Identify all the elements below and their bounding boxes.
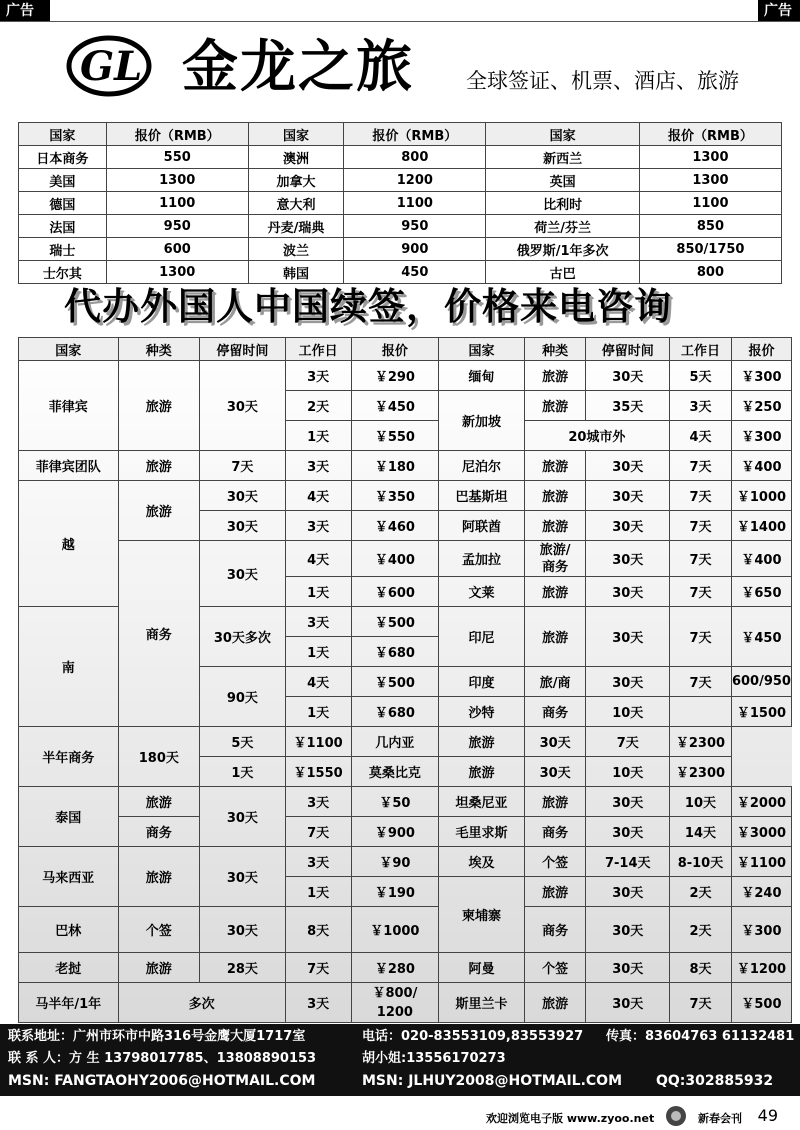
price-cell: ￥460	[351, 511, 439, 541]
price-cell: ￥1400	[731, 511, 791, 541]
price-cell: ￥450	[351, 391, 439, 421]
price-cell: ￥2000	[731, 787, 791, 817]
workdays-cell: 7天	[670, 667, 732, 697]
price-cell: ￥300	[731, 361, 791, 391]
price-cell: ￥400	[731, 541, 791, 577]
table-row	[19, 983, 792, 1023]
country-cell: 缅甸	[439, 361, 525, 391]
workdays-cell: 10天	[670, 787, 732, 817]
workdays-cell: 3天	[285, 607, 351, 637]
workdays-cell: 3天	[285, 361, 351, 391]
workdays-cell: 2天	[285, 391, 351, 421]
price-cell: 600/950	[731, 667, 791, 697]
price-cell: ￥1100	[285, 727, 351, 757]
table-row	[19, 451, 792, 481]
table-row	[19, 169, 782, 192]
stay-cell: 30天	[200, 361, 286, 451]
contact-text: 联 系 人：方 生 13798017785、13808890153	[8, 1051, 317, 1066]
stay-cell: 7天	[200, 451, 286, 481]
price-cell: ￥400	[351, 541, 439, 577]
contact2-text: 胡小姐:13556170273	[362, 1051, 506, 1066]
price-cell: 850	[639, 215, 781, 238]
table-row	[19, 907, 792, 953]
table-row	[19, 727, 792, 757]
workdays-cell: 3天	[670, 391, 732, 421]
country-cell: 印度	[439, 667, 525, 697]
workdays-cell: 1天	[285, 637, 351, 667]
stay-cell: 90天	[200, 667, 286, 727]
table-header-row	[19, 123, 782, 146]
price-cell: ￥250	[731, 391, 791, 421]
price-cell: 800	[344, 146, 486, 169]
country-cell: 几内亚	[351, 727, 439, 757]
price-cell: 950	[106, 215, 248, 238]
price-cell: ￥1500	[731, 697, 791, 727]
country-cell: 越	[19, 481, 119, 607]
type-cell: 旅游	[524, 877, 586, 907]
workdays-cell: 3天	[285, 847, 351, 877]
ad-label-left: 广告	[0, 0, 50, 22]
gl-logo-icon	[66, 34, 152, 98]
price-cell: ￥1550	[285, 757, 351, 787]
stay-cell: 30天	[586, 877, 670, 907]
workdays-cell: 8天	[285, 907, 351, 953]
price-cell: ￥280	[351, 953, 439, 983]
workdays-cell	[670, 697, 732, 727]
type-cell: 旅游	[524, 983, 586, 1023]
table-row	[19, 787, 792, 817]
price-cell: ￥550	[351, 421, 439, 451]
visa-table	[18, 337, 792, 1023]
stay-cell: 30天	[586, 667, 670, 697]
type-cell: 旅游	[118, 481, 200, 541]
page-number: 49	[757, 1106, 778, 1125]
price-cell: 1300	[106, 169, 248, 192]
country-cell: 莫桑比克	[351, 757, 439, 787]
stay-cell: 30天	[200, 847, 286, 907]
brand-services: 全球签证、机票、酒店、旅游	[466, 69, 739, 93]
header-stay: 停留时间	[586, 338, 670, 361]
stay-cell: 30天多次	[200, 607, 286, 667]
stay-cell: 30天	[586, 361, 670, 391]
stay-cell: 35天	[586, 391, 670, 421]
workdays-cell: 1天	[285, 877, 351, 907]
price-cell: 600	[106, 238, 248, 261]
workdays-cell: 8-10天	[670, 847, 732, 877]
header-stay: 停留时间	[200, 338, 286, 361]
workdays-cell: 7天	[670, 481, 732, 511]
extension-banner: 代办外国人中国续签，价格来电咨询	[64, 285, 672, 328]
country-cell: 马来西亚	[19, 847, 119, 907]
country-cell: 南	[19, 607, 119, 727]
header-country: 国家	[248, 123, 344, 146]
workdays-cell: 3天	[285, 983, 351, 1023]
type-cell: 旅游	[524, 361, 586, 391]
workdays-cell: 4天	[285, 541, 351, 577]
price-cell: ￥300	[731, 907, 791, 953]
country-cell: 菲律宾团队	[19, 451, 119, 481]
country-cell: 巴基斯坦	[439, 481, 525, 511]
table-row	[19, 953, 792, 983]
price-cell: ￥900	[351, 817, 439, 847]
table-row	[19, 361, 792, 391]
country-cell: 阿曼	[439, 953, 525, 983]
type-cell: 旅游	[439, 727, 525, 757]
stay-cell: 30天	[200, 787, 286, 847]
stay-cell: 30天	[586, 541, 670, 577]
price-cell: ￥2300	[670, 727, 732, 757]
country-cell: 日本商务	[19, 146, 107, 169]
type-cell: 旅游	[524, 451, 586, 481]
stay-cell: 30天	[586, 817, 670, 847]
price-cell: 1300	[639, 146, 781, 169]
type-cell: 个签	[524, 847, 586, 877]
stay-cell: 30天	[524, 727, 586, 757]
top-divider	[0, 21, 800, 22]
stay-cell: 30天	[586, 511, 670, 541]
fax-text: 传真：83604763 61132481	[606, 1029, 795, 1044]
workdays-cell: 7天	[670, 511, 732, 541]
country-cell: 斯里兰卡	[439, 983, 525, 1023]
price-cell: ￥500	[351, 667, 439, 697]
price-cell: 900	[344, 238, 486, 261]
price-cell: ￥180	[351, 451, 439, 481]
price-cell: ￥1000	[351, 907, 439, 953]
msn1-text: MSN: FANGTAOHY2006@HOTMAIL.COM	[8, 1073, 316, 1089]
stay-cell: 30天	[586, 983, 670, 1023]
country-cell: 俄罗斯/1年多次	[486, 238, 640, 261]
country-price-table	[18, 122, 782, 284]
country-cell: 新加坡	[439, 391, 525, 451]
country-cell: 美国	[19, 169, 107, 192]
price-cell: ￥1100	[731, 847, 791, 877]
workdays-cell: 14天	[670, 817, 732, 847]
price-cell: ￥600	[351, 577, 439, 607]
price-cell: ￥680	[351, 637, 439, 667]
price-cell: 800	[639, 261, 781, 284]
country-cell: 德国	[19, 192, 107, 215]
header-type: 种类	[524, 338, 586, 361]
country-cell: 阿联酋	[439, 511, 525, 541]
price-cell: ￥680	[351, 697, 439, 727]
country-cell: 孟加拉	[439, 541, 525, 577]
page-bottom	[0, 1098, 800, 1130]
table-row	[19, 238, 782, 261]
header-country: 国家	[439, 338, 525, 361]
workdays-cell: 7天	[670, 983, 732, 1023]
price-cell: ￥240	[731, 877, 791, 907]
price-cell: ￥290	[351, 361, 439, 391]
price-cell: ￥90	[351, 847, 439, 877]
stay-cell: 30天	[586, 481, 670, 511]
country-cell: 澳洲	[248, 146, 344, 169]
workdays-cell: 7天	[670, 451, 732, 481]
workdays-cell: 4天	[285, 481, 351, 511]
workdays-cell: 3天	[285, 511, 351, 541]
stay-cell: 10天	[586, 697, 670, 727]
country-cell: 坦桑尼亚	[439, 787, 525, 817]
type-cell: 旅游/ 商务	[524, 541, 586, 577]
workdays-cell: 1天	[285, 697, 351, 727]
table-row	[19, 192, 782, 215]
qq-text: QQ:302885932	[656, 1073, 774, 1089]
stay-cell: 28天	[200, 953, 286, 983]
type-cell: 旅游	[118, 953, 200, 983]
type-cell: 旅游	[524, 577, 586, 607]
country-cell: 韩国	[248, 261, 344, 284]
country-cell: 英国	[486, 169, 640, 192]
price-cell: ￥3000	[731, 817, 791, 847]
stay-cell: 30天	[524, 757, 586, 787]
country-cell: 文莱	[439, 577, 525, 607]
phone-text: 电话：020-83553109,83553927	[362, 1029, 584, 1044]
header-country: 国家	[19, 123, 107, 146]
country-cell: 毛里求斯	[439, 817, 525, 847]
country-cell: 马半年/1年	[19, 983, 119, 1023]
country-cell: 波兰	[248, 238, 344, 261]
svg-text:GL: GL	[80, 43, 143, 90]
price-cell: ￥190	[351, 877, 439, 907]
type-cell: 旅游	[118, 361, 200, 451]
country-cell: 老挝	[19, 953, 119, 983]
stay-cell: 30天	[586, 577, 670, 607]
header-price: 报价（RMB）	[106, 123, 248, 146]
price-cell: ￥350	[351, 481, 439, 511]
type-cell: 旅游	[524, 391, 586, 421]
header-workdays: 工作日	[285, 338, 351, 361]
magazine-logo-icon	[664, 1104, 688, 1128]
workdays-cell: 7天	[670, 577, 732, 607]
workdays-cell: 2天	[670, 907, 732, 953]
type-cell: 商务	[524, 817, 586, 847]
workdays-cell: 7天	[285, 953, 351, 983]
price-cell: ￥400	[731, 451, 791, 481]
type-cell: 旅/商	[524, 667, 586, 697]
type-cell: 旅游	[524, 511, 586, 541]
country-cell: 柬埔寨	[439, 877, 525, 953]
stay-cell: 30天	[200, 511, 286, 541]
ad-label-right: 广告	[758, 0, 800, 22]
msn2-text: MSN: JLHUY2008@HOTMAIL.COM	[362, 1073, 623, 1089]
price-cell: ￥500	[351, 607, 439, 637]
stay-cell: 30天	[200, 907, 286, 953]
table-row	[19, 481, 792, 511]
header-price: 报价	[731, 338, 791, 361]
brand-name: 金龙之旅	[182, 34, 414, 100]
stay-cell: 180天	[118, 727, 200, 787]
type-cell: 旅游	[524, 481, 586, 511]
country-cell: 新西兰	[486, 146, 640, 169]
price-cell: ￥300	[731, 421, 791, 451]
stay-cell: 30天	[200, 541, 286, 607]
price-cell: 1200	[344, 169, 486, 192]
table-row	[19, 261, 782, 284]
welcome-text: 欢迎浏览电子版 www.zyoo.net	[486, 1112, 655, 1125]
stay-cell: 30天	[586, 787, 670, 817]
workdays-cell: 7天	[670, 541, 732, 577]
country-cell: 瑞士	[19, 238, 107, 261]
country-cell: 比利时	[486, 192, 640, 215]
country-cell: 菲律宾	[19, 361, 119, 451]
type-cell: 旅游	[524, 787, 586, 817]
country-cell: 丹麦/瑞典	[248, 215, 344, 238]
country-cell: 古巴	[486, 261, 640, 284]
type-cell: 商务	[524, 907, 586, 953]
workdays-cell: 1天	[285, 577, 351, 607]
workdays-cell: 4天	[285, 667, 351, 697]
type-cell: 个签	[118, 907, 200, 953]
price-cell: 450	[344, 261, 486, 284]
stay-cell: 7-14天	[586, 847, 670, 877]
type-cell: 20城市外	[524, 421, 669, 451]
header-type: 种类	[118, 338, 200, 361]
price-cell: ￥50	[351, 787, 439, 817]
workdays-cell: 2天	[670, 877, 732, 907]
price-cell: 1100	[106, 192, 248, 215]
country-cell: 意大利	[248, 192, 344, 215]
country-cell: 荷兰/芬兰	[486, 215, 640, 238]
price-cell: 1300	[639, 169, 781, 192]
price-cell: ￥500	[731, 983, 791, 1023]
table-row	[19, 847, 792, 877]
country-cell: 尼泊尔	[439, 451, 525, 481]
price-cell: 950	[344, 215, 486, 238]
price-cell: 550	[106, 146, 248, 169]
type-cell: 旅游	[118, 847, 200, 907]
type-cell: 个签	[524, 953, 586, 983]
type-cell: 多次	[118, 983, 285, 1023]
workdays-cell: 7天	[586, 727, 670, 757]
table-row	[19, 541, 792, 577]
workdays-cell: 10天	[586, 757, 670, 787]
type-cell: 商务	[118, 817, 200, 847]
price-cell: ￥1200	[731, 953, 791, 983]
country-cell: 埃及	[439, 847, 525, 877]
workdays-cell: 5天	[200, 727, 286, 757]
country-cell: 沙特	[439, 697, 525, 727]
table-row	[19, 817, 792, 847]
workdays-cell: 7天	[670, 607, 732, 667]
workdays-cell: 3天	[285, 787, 351, 817]
price-cell: ￥800/ 1200	[351, 983, 439, 1023]
country-cell: 士尔其	[19, 261, 107, 284]
stay-cell: 30天	[586, 607, 670, 667]
price-cell: 1100	[344, 192, 486, 215]
price-cell: ￥450	[731, 607, 791, 667]
workdays-cell: 1天	[200, 757, 286, 787]
header-country: 国家	[19, 338, 119, 361]
price-cell: ￥2300	[670, 757, 732, 787]
country-cell: 加拿大	[248, 169, 344, 192]
workdays-cell: 1天	[285, 421, 351, 451]
table-row	[19, 146, 782, 169]
type-cell: 商务	[524, 697, 586, 727]
header-country: 国家	[486, 123, 640, 146]
price-cell: 1100	[639, 192, 781, 215]
price-cell: ￥650	[731, 577, 791, 607]
type-cell: 半年商务	[19, 727, 119, 787]
country-cell: 印尼	[439, 607, 525, 667]
type-cell: 旅游	[118, 451, 200, 481]
type-cell: 旅游	[439, 757, 525, 787]
stay-cell: 30天	[200, 481, 286, 511]
price-cell: 1300	[106, 261, 248, 284]
country-cell: 法国	[19, 215, 107, 238]
stay-cell: 30天	[586, 953, 670, 983]
stay-cell: 30天	[586, 907, 670, 953]
table-header-row	[19, 338, 792, 361]
country-cell: 泰国	[19, 787, 119, 847]
workdays-cell: 5天	[670, 361, 732, 391]
type-cell: 旅游	[118, 787, 200, 817]
table-row	[19, 215, 782, 238]
header-price: 报价	[351, 338, 439, 361]
workdays-cell: 7天	[285, 817, 351, 847]
header-price: 报价（RMB）	[344, 123, 486, 146]
header-price: 报价（RMB）	[639, 123, 781, 146]
issue-text: 新春会刊	[698, 1112, 742, 1125]
workdays-cell: 3天	[285, 451, 351, 481]
contact-footer	[0, 1024, 800, 1096]
type-cell: 旅游	[524, 607, 586, 667]
type-cell: 商务	[118, 541, 200, 727]
price-cell: 850/1750	[639, 238, 781, 261]
address-text: 联系地址：广州市环市中路316号金鹰大厦1717室	[8, 1029, 306, 1044]
price-cell: ￥1000	[731, 481, 791, 511]
workdays-cell: 4天	[670, 421, 732, 451]
workdays-cell: 8天	[670, 953, 732, 983]
stay-cell: 30天	[586, 451, 670, 481]
country-cell: 巴林	[19, 907, 119, 953]
header-workdays: 工作日	[670, 338, 732, 361]
